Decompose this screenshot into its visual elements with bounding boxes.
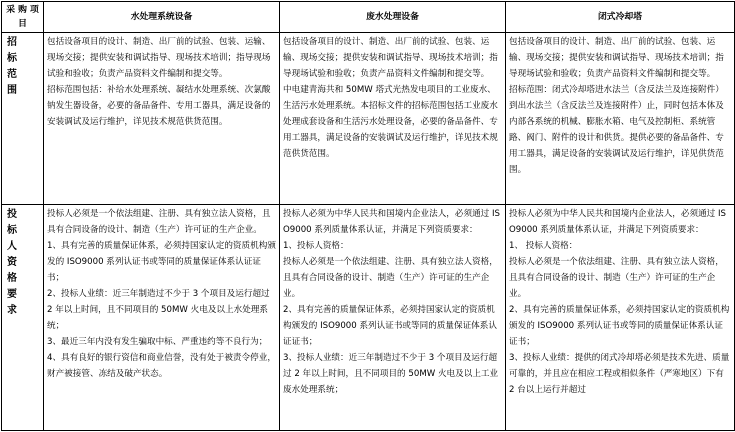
qual-cooling-p3: 投标人必须是一个依法组建、注册、具有独立法人资格，且具有合同设备的设计、制造（生产）许可证的生产企业。	[509, 257, 724, 299]
qual-wastewater-p5: 3、投标人业绩：近三年制造过不少于 3 个项目及运行超过 2 年以上时间，且不同项目的 50MW 火电及以上工业废水处理系统；	[283, 353, 499, 395]
tender-table	[1, 1, 735, 431]
scope-water-treatment	[44, 33, 280, 205]
qual-water-p4: 3、最近三年内没有发生骗取中标、严重违约等不良行为；	[47, 337, 268, 347]
header-wastewater-treatment: 废水处理设备	[280, 2, 506, 33]
scope-cooling-p2: 招标范围：闭式冷却塔进水法兰（含反法兰及连接附件）到出水法兰（含反法兰及连接附件）止，同时包括本体及内部各系统的机械、膨胀水箱、电气及控制柜、系统管路、阀门、附件的设计和供货。提供必要的备品备件、专用工器具，满足设备的安装调试及运行维护，详见供货范围。	[509, 85, 724, 175]
scope-wastewater	[280, 33, 506, 205]
scope-cooling-p1: 包括设备项目的设计、制造、出厂前的试验、包装、运输、现场交接；提供安装和调试指导、现场技术培训；指导现场试验和验收；负责产品资料文件编制和提交等。	[509, 37, 724, 79]
scope-water-p1: 包括设备项目的设计、制造、出厂前的试验、包装、运输、现场交接；提供安装和调试指导、现场技术培训；指导现场试验和验收；负责产品资料文件编制和提交等。	[47, 37, 271, 79]
qual-wastewater-p4: 2、具有完善的质量保证体系，必须持国家认定的资质机构颁发的 ISO9000 系列认证书或等同的质量保证体系认证证书；	[283, 305, 497, 347]
qual-cooling-p4: 2、具有完善的质量保证体系，必须持国家认定的资质机构颁发的 ISO9000 系列认证书或等同的质量保证体系认证证书；	[509, 305, 730, 347]
qualification-water-treatment	[44, 205, 280, 431]
qualification-row	[2, 205, 735, 431]
qual-wastewater-p1: 投标人必须为中华人民共和国境内企业法人，必须通过 ISO9000 系列质量体系认证，并满足下列资质要求：	[283, 209, 500, 235]
header-procurement-item: 采 购 项目	[2, 2, 44, 33]
scope-label: 招标范围	[2, 33, 44, 205]
scope-row	[2, 33, 735, 205]
scope-water-p2: 招标范围包括：补给水处理系统、凝结水处理系统、次氯酸钠发生器设备，必要的备品备件、专用工器具，满足设备的安装调试及运行维护，详见技术规范供货范围。	[47, 85, 271, 127]
qualification-label: 投标人资格要求	[2, 205, 44, 431]
scope-wastewater-p2: 中电建青海共和 50MW 塔式光热发电项目的工业废水、生活污水处理系统。本招标文件的招标范围包括工业废水处理成套设备和生活污水处理设备，必要的备品备件、专用工器具，满足设备的安装调试及运行维护，详见技术规范供货范围。	[283, 85, 498, 159]
scope-wastewater-p1: 包括设备项目的设计、制造、出厂前的试验、包装、运输、现场交接；提供安装和调试指导、现场技术培训；指导现场试验和验收；负责产品资料文件编制和提交等。	[283, 37, 498, 79]
qual-wastewater-p3: 投标人必须是一个依法组建、注册、具有独立法人资格，且具有合同设备的设计、制造（生产）许可证的生产企业。	[283, 257, 498, 299]
qualification-cooling-tower	[506, 205, 735, 431]
qual-cooling-p1: 投标人必须为中华人民共和国境内企业法人，必须通过 ISO9000 系列质量体系认证，并满足下列资质要求：	[509, 209, 726, 235]
header-water-treatment: 水处理系统设备	[44, 2, 280, 33]
qual-water-p1: 投标人必须是一个依法组建、注册、具有独立法人资格，且具有合同设备的设计、制造（生产）许可证的生产企业。	[47, 209, 271, 235]
qual-wastewater-p2: 1、投标人资格：	[283, 241, 349, 251]
qual-water-p3: 2、投标人业绩：近三年制造过不少于 3 个项目及运行超过 2 年以上时间，且不同项目的 50MW 火电及以上水处理系统；	[47, 289, 270, 331]
qual-cooling-p5: 3、投标人业绩：提供的闭式冷却塔必须是技术先进、质量可靠的，并且应在相应工程或相似条件（严寒地区）下有 2 台以上运行并超过	[509, 353, 730, 395]
qual-cooling-p2: 1、 投标人资格：	[509, 241, 578, 251]
header-closed-cooling-tower: 闭式冷却塔	[506, 2, 735, 33]
qualification-wastewater	[280, 205, 506, 431]
qual-water-p2: 1、具有完善的质量保证体系，必须持国家认定的资质机构颁发的 ISO9000 系列认证书或等同的质量保证体系认证证书；	[47, 241, 276, 283]
header-row	[2, 2, 735, 33]
qual-water-p5: 4、具有良好的银行资信和商业信誉，没有处于被责令停业，财产被接管、冻结及破产状态。	[47, 353, 276, 379]
scope-cooling-tower	[506, 33, 735, 205]
